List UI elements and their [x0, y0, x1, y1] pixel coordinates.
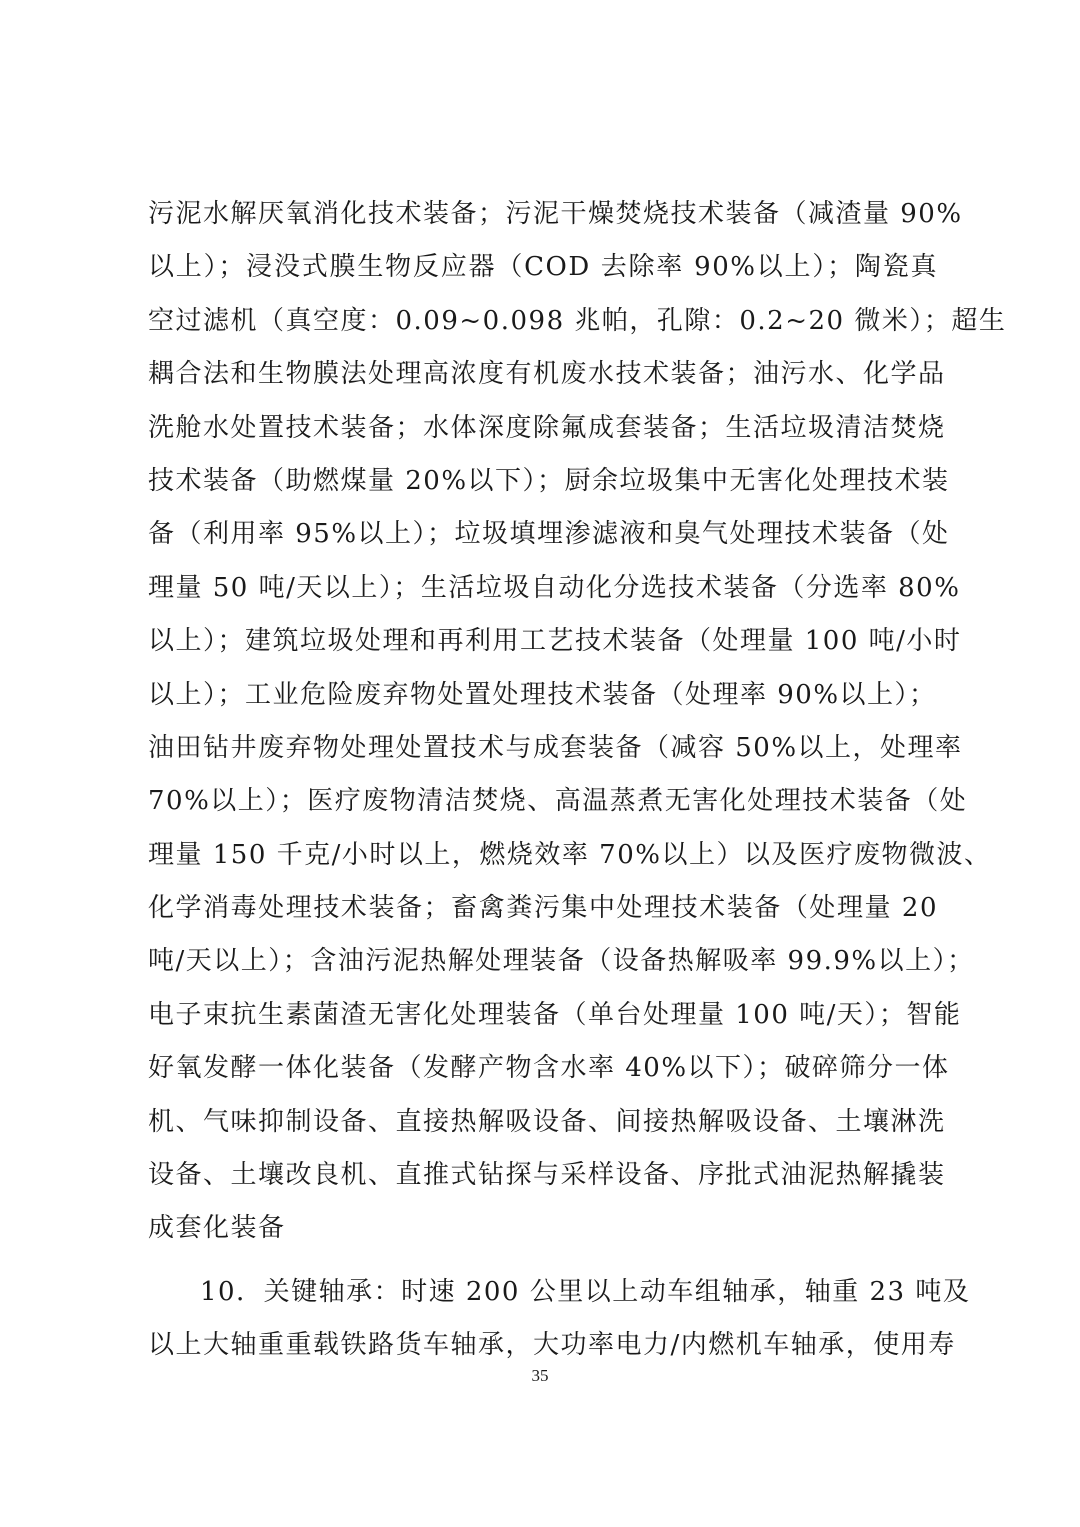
text-line: 洗舱水处置技术装备；水体深度除氟成套装备；生活垃圾清洁焚烧	[148, 412, 946, 443]
body-text	[148, 188, 1007, 1373]
text-line: 耦合法和生物膜法处理高浓度有机废水技术装备；油污水、化学品	[148, 359, 946, 390]
text-line: 油田钻井废弃物处理处置技术与成套装备（减容 50%以上，处理率	[148, 732, 963, 763]
text-line: 理量 150 千克/小时以上，燃烧效率 70%以上）以及医疗废物微波、	[148, 839, 992, 870]
text-line: 理量 50 吨/天以上）；生活垃圾自动化分选技术装备（分选率 80%	[148, 572, 961, 603]
text-line: 吨/天以上）；含油污泥热解处理装备（设备热解吸率 99.9%以上）；	[148, 946, 975, 977]
text-line: 以上）；建筑垃圾处理和再利用工艺技术装备（处理量 100 吨/小时	[148, 626, 962, 657]
text-line: 以上大轴重重载铁路货车轴承，大功率电力/内燃机车轴承，使用寿	[148, 1330, 956, 1361]
text-line: 电子束抗生素菌渣无害化处理装备（单台处理量 100 吨/天）；智能	[148, 999, 962, 1030]
text-line: 机、气味抑制设备、直接热解吸设备、间接热解吸设备、土壤淋洗	[148, 1106, 946, 1137]
paragraph-2	[148, 1266, 971, 1373]
text-line: 备（利用率 95%以上）；垃圾填埋渗滤液和臭气处理技术装备（处	[148, 519, 950, 550]
text-line: 好氧发酵一体化装备（发酵产物含水率 40%以下）；破碎筛分一体	[148, 1053, 950, 1084]
page-number: 35	[531, 1366, 549, 1385]
text-line: 以上）；工业危险废弃物处置处理技术装备（处理率 90%以上）；	[148, 679, 937, 710]
text-line: 10．关键轴承：时速 200 公里以上动车组轴承，轴重 23 吨及	[200, 1276, 971, 1307]
text-line: 空过滤机（真空度：0.09~0.098 兆帕，孔隙：0.2~20 微米）；超生	[148, 305, 1007, 336]
text-line: 以上）；浸没式膜生物反应器（COD 去除率 90%以上）；陶瓷真	[148, 252, 938, 283]
text-line: 70%以上）；医疗废物清洁焚烧、高温蒸煮无害化处理技术装备（处	[148, 786, 968, 817]
text-line: 设备、土壤改良机、直推式钻探与采样设备、序批式油泥热解撬装	[148, 1160, 946, 1191]
paragraph-1	[148, 188, 1007, 1256]
text-line: 污泥水解厌氧消化技术装备；污泥干燥焚烧技术装备（减渣量 90%	[148, 199, 963, 229]
text-line: 技术装备（助燃煤量 20%以下）；厨余垃圾集中无害化处理技术装	[148, 465, 950, 496]
text-line: 成套化装备	[148, 1213, 286, 1244]
text-line: 化学消毒处理技术装备；畜禽粪污集中处理技术装备（处理量 20	[148, 893, 938, 924]
